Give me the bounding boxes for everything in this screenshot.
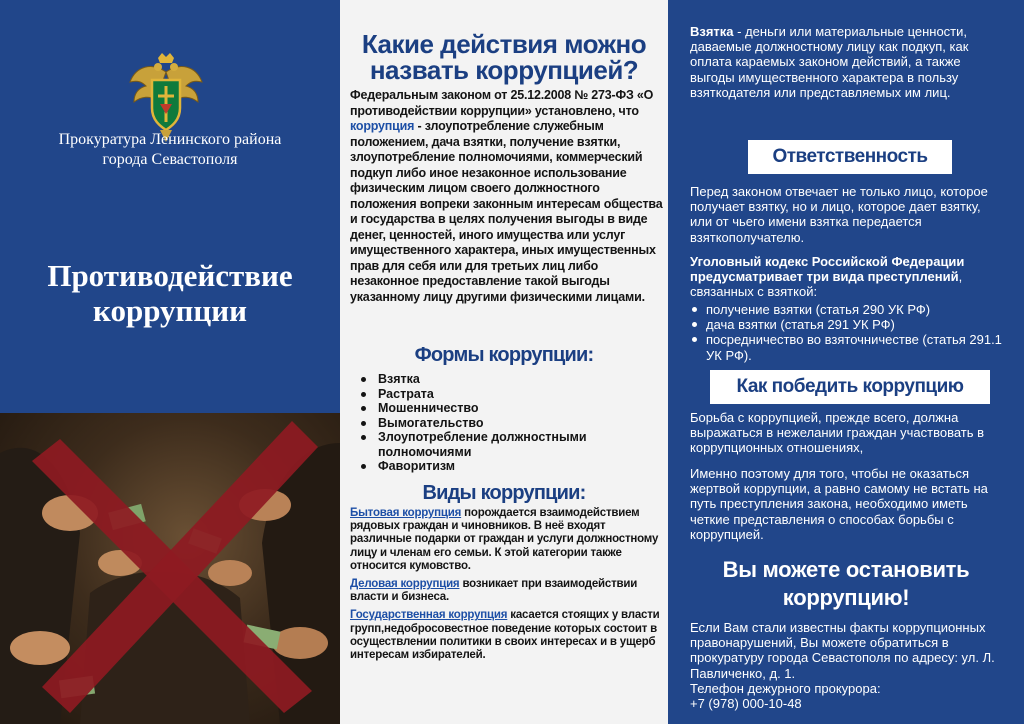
list-item: Растрата bbox=[378, 387, 648, 402]
heading-line-1: Какие действия можно bbox=[361, 29, 647, 59]
type-text: касается стоящих у власти групп,недобросовестное поведение которых состоит в осуществлении политики в своих интересах и в ущерб интересам избирателей. bbox=[350, 609, 660, 662]
heading-line-2: назвать коррупцией? bbox=[369, 55, 639, 85]
bribery-illustration bbox=[0, 413, 340, 724]
type-term: Бытовая коррупция bbox=[350, 507, 462, 519]
corruption-question-heading bbox=[340, 31, 668, 83]
forms-list bbox=[378, 372, 648, 474]
stop-line-1: Вы можете остановить bbox=[722, 557, 970, 582]
list-item: дача взятки (статья 291 УК РФ) bbox=[706, 317, 1006, 332]
bribe-definition bbox=[690, 24, 1006, 100]
prosecutor-office-name bbox=[0, 130, 340, 170]
type-text: возникает при взаимодействии власти и бизнеса. bbox=[350, 578, 638, 604]
type-text: порождается взаимодействием рядовых граждан и чиновников. В неё входят различные подарки от граждан и услуги должностному лицу и членам его семьи. К этой категории также относится кумовство. bbox=[350, 507, 659, 572]
bribe-term: Взятка bbox=[690, 24, 734, 39]
crimes-list bbox=[706, 302, 1006, 363]
list-item: получение взятки (статья 290 УК РФ) bbox=[706, 302, 1006, 317]
how-paragraph-1: Борьба с коррупцией, прежде всего, должна выражаться в нежелании граждан участвовать в коррупционных отношениях, bbox=[690, 410, 985, 456]
intro-term: коррупция bbox=[350, 119, 415, 133]
phone-label: Телефон дежурного прокурора: bbox=[690, 680, 881, 696]
list-item: Фаворитизм bbox=[378, 459, 648, 474]
bribe-def: - деньги или материальные ценности, даваемые должностному лицу как подкуп, как оплата караемых законом действий, а также выгоды имущественного характера в пользу взяткодателя или представляемых им лиц. bbox=[690, 24, 969, 100]
right-panel bbox=[668, 0, 1024, 724]
office-line-1: Прокуратура Ленинского района bbox=[58, 131, 282, 148]
title-line-1: Противодействие bbox=[47, 258, 293, 293]
type-paragraph bbox=[350, 507, 664, 573]
list-item: посредничество во взяточничестве (статья 291.1 УК РФ). bbox=[706, 332, 1006, 362]
how-to-defeat-title: Как победить коррупцию bbox=[710, 370, 990, 404]
type-term: Деловая коррупция bbox=[350, 578, 460, 591]
type-paragraph bbox=[350, 578, 664, 604]
list-item: Вымогательство bbox=[378, 416, 648, 431]
intro-after: - злоупотребление служебным положением, дача взятки, получение взятки, злоупотребление полномочиями, коммерческий подкуп либо иное незаконное использование физическим лицом своего должностного положения вопреки законным интересам общества и государства в целях получения выгоды в виде денег, ценностей, иного имущества или услуг имущественного характера, иных имущественных прав для себя или для третьих лиц либо незаконное предоставление такой выгоды указанному лицу другими физическими лицами. bbox=[350, 119, 663, 304]
list-item: Мошенничество bbox=[378, 401, 648, 416]
criminal-code-text bbox=[690, 254, 1006, 300]
corruption-definition bbox=[350, 88, 666, 305]
code-bold: Уголовный кодекс Российской Федерации предусматривает три вида преступлений bbox=[690, 254, 965, 285]
type-paragraph bbox=[350, 609, 664, 662]
types-of-corruption bbox=[350, 507, 664, 667]
intro-before: Федеральным законом от 25.12.2008 № 273-ФЗ «О противодействии коррупции» установлено, что bbox=[350, 88, 654, 118]
stop-corruption-title bbox=[668, 556, 1024, 612]
type-term: Государственная коррупция bbox=[350, 609, 508, 622]
types-title: Виды коррупции: bbox=[422, 482, 586, 504]
contact-info bbox=[690, 620, 1006, 711]
bribery-hands-image bbox=[0, 413, 340, 724]
left-panel bbox=[0, 0, 340, 724]
responsibility-text: Перед законом отвечает не только лицо, которое получает взятку, но и лицо, которое дает взятку, или от чьего имени взятка передается взяткополучателю. bbox=[690, 184, 988, 245]
stop-line-2: коррупцию! bbox=[782, 585, 910, 610]
page-title bbox=[0, 258, 340, 328]
how-paragraph-2: Именно поэтому для того, чтобы не оказаться жертвой коррупции, а равно самому не встать на путь преступления закона, необходимо иметь четкие представления о способах борьбы с коррупцией. bbox=[690, 466, 988, 542]
phone-number: +7 (978) 000-10-48 bbox=[690, 696, 802, 712]
title-line-2: коррупции bbox=[93, 293, 247, 328]
middle-panel bbox=[340, 0, 668, 724]
forms-title: Формы коррупции: bbox=[414, 344, 594, 366]
responsibility-title: Ответственность bbox=[748, 140, 952, 174]
list-item: Взятка bbox=[378, 372, 648, 387]
office-line-2: города Севастополя bbox=[102, 151, 238, 168]
list-item: Злоупотребление должностными полномочиями bbox=[378, 430, 648, 459]
contact-text: Если Вам стали известны факты коррупционных правонарушений, Вы можете обратиться в прокуратуру города Севастополя по адресу: ул. Л. Павличенко, д. 1. bbox=[690, 620, 995, 681]
code-rest: , связанных с взяткой: bbox=[690, 269, 963, 300]
